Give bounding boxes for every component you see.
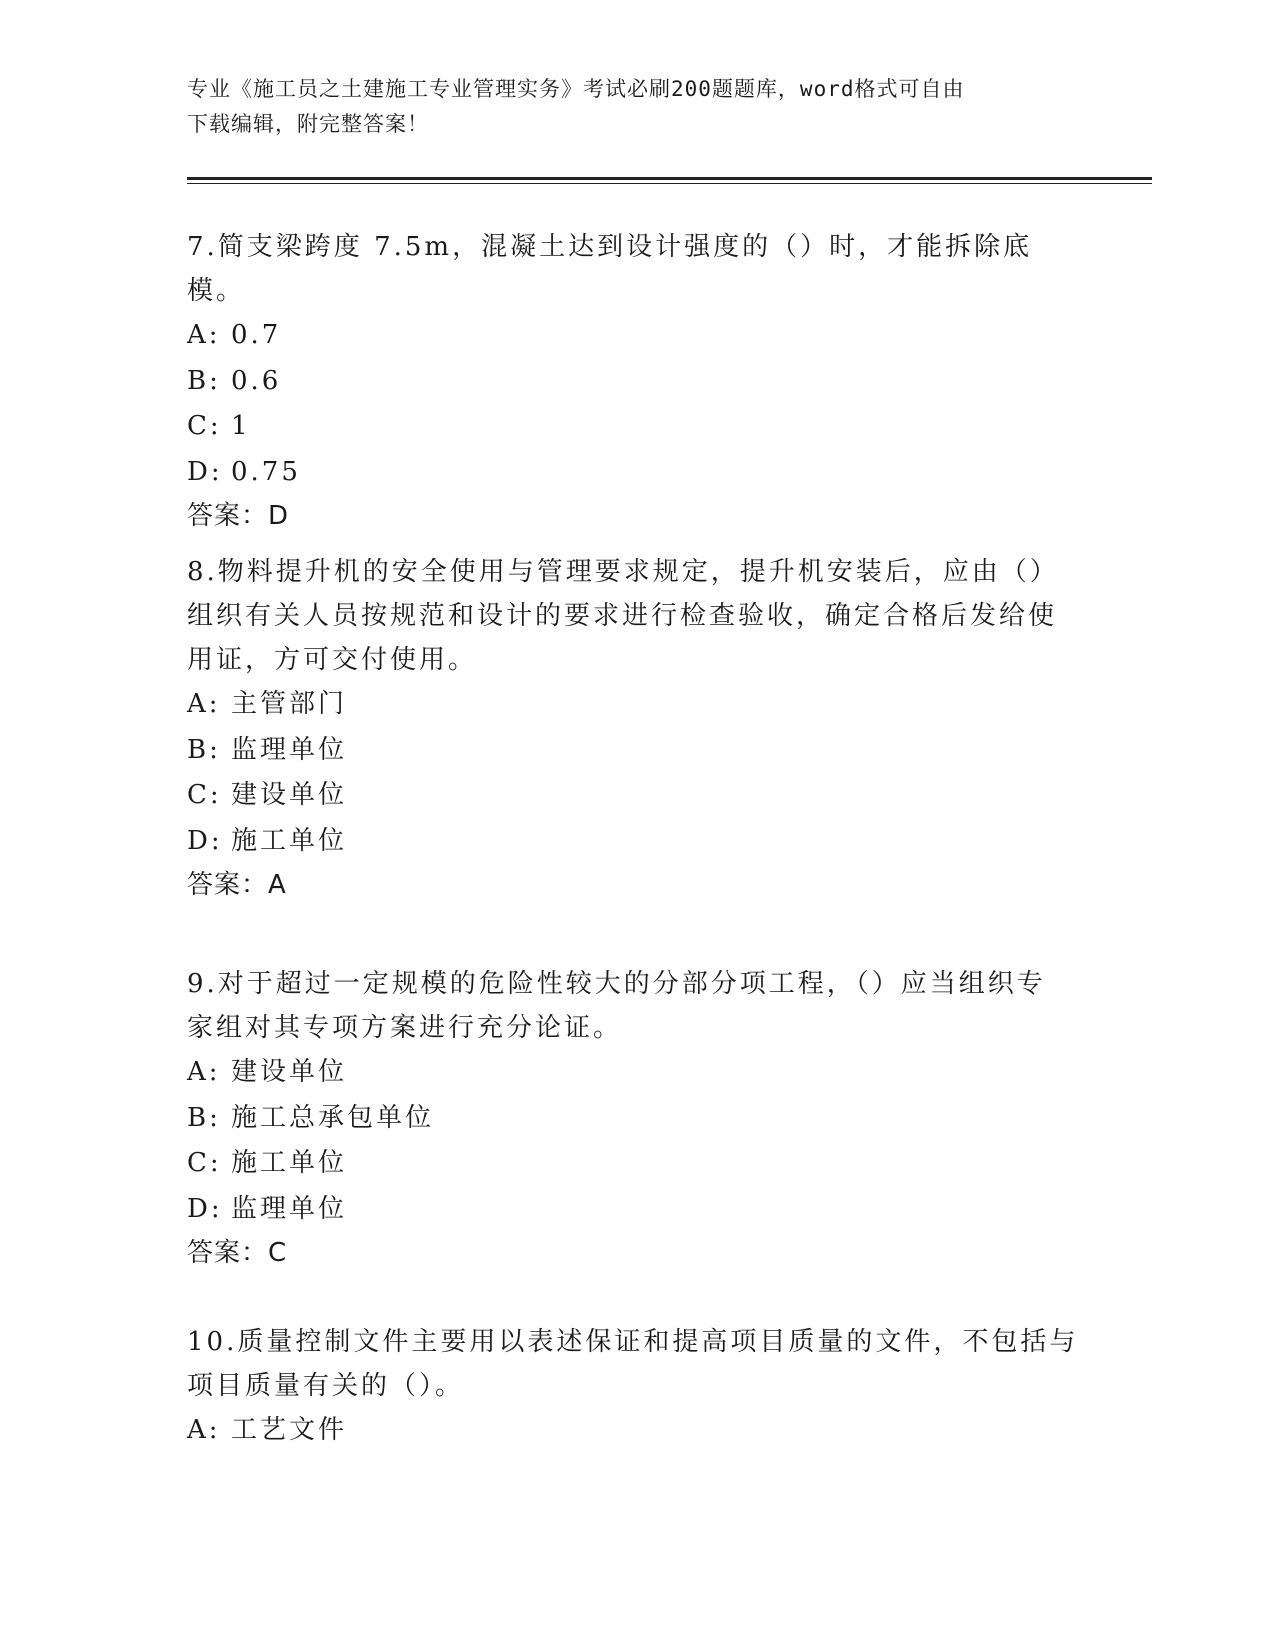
option-key: D: — [187, 456, 223, 487]
option-key: C: — [187, 411, 222, 441]
option-value: 建设单位 — [231, 780, 348, 810]
question-text-line: 项目质量有关的（）。 — [187, 1371, 465, 1401]
option-value: 主管部门 — [231, 689, 348, 719]
header-divider-thick — [187, 177, 1152, 180]
answer-line: 答案：D — [187, 501, 290, 531]
option-a — [187, 1408, 1087, 1454]
option-value: 1 — [231, 411, 251, 441]
question-text-line: 7.简支梁跨度 7.5m，混凝土达到设计强度的（）时，才能拆除底模。 — [187, 232, 1033, 306]
option-c — [187, 1141, 1087, 1187]
option-value: 施工总承包单位 — [231, 1102, 435, 1133]
option-key: C: — [187, 1148, 222, 1178]
header-divider-thin — [187, 183, 1152, 184]
option-key: A: — [187, 689, 221, 719]
option-key: A: — [187, 320, 221, 350]
option-value: 建设单位 — [231, 1057, 348, 1087]
question-9 — [187, 962, 1087, 1274]
option-c — [187, 404, 1087, 450]
question-text-line: 用证，方可交付使用。 — [187, 645, 478, 675]
option-key: B: — [187, 1102, 221, 1133]
document-header — [187, 72, 1087, 142]
option-value: 监理单位 — [231, 734, 348, 765]
question-7 — [187, 225, 1087, 537]
option-c — [187, 773, 1087, 819]
option-value: 施工单位 — [231, 825, 348, 856]
option-a — [187, 1050, 1087, 1096]
option-key: D: — [187, 825, 223, 856]
option-value: 监理单位 — [231, 1193, 348, 1224]
option-value: 施工单位 — [231, 1148, 348, 1178]
header-line-2: 下载编辑，附完整答案！ — [187, 112, 429, 136]
answer-line: 答案：A — [187, 870, 287, 900]
option-a — [187, 313, 1087, 359]
option-b — [187, 1096, 1087, 1142]
option-b — [187, 728, 1087, 774]
header-line-1: 专业《施工员之土建施工专业管理实务》考试必刷200题题库，word格式可自由 — [187, 77, 965, 101]
question-text-line: 8.物料提升机的安全使用与管理要求规定，提升机安装后，应由（） — [187, 557, 1059, 587]
option-value: 工艺文件 — [231, 1415, 348, 1445]
question-text-line: 家组对其专项方案进行充分论证。 — [187, 1013, 623, 1043]
option-key: A: — [187, 1057, 221, 1087]
option-key: C: — [187, 780, 222, 810]
question-text-line: 组织有关人员按规范和设计的要求进行检查验收，确定合格后发给使 — [187, 601, 1058, 631]
question-text-line: 9.对于超过一定规模的危险性较大的分部分项工程，（）应当组织专 — [187, 969, 1046, 999]
option-d — [187, 450, 1087, 496]
option-d — [187, 819, 1087, 865]
answer-line: 答案：C — [187, 1238, 288, 1268]
option-d — [187, 1187, 1087, 1233]
option-key: B: — [187, 734, 221, 765]
question-text-line: 10.质量控制文件主要用以表述保证和提高项目质量的文件，不包括与 — [187, 1327, 1079, 1357]
option-key: B: — [187, 365, 221, 396]
question-8 — [187, 550, 1087, 906]
option-value: 0.6 — [231, 365, 282, 396]
option-value: 0.75 — [231, 456, 301, 487]
option-key: A: — [187, 1415, 221, 1445]
question-10 — [187, 1320, 1087, 1454]
option-value: 0.7 — [231, 320, 282, 350]
option-key: D: — [187, 1193, 223, 1224]
option-b — [187, 359, 1087, 405]
option-a — [187, 682, 1087, 728]
